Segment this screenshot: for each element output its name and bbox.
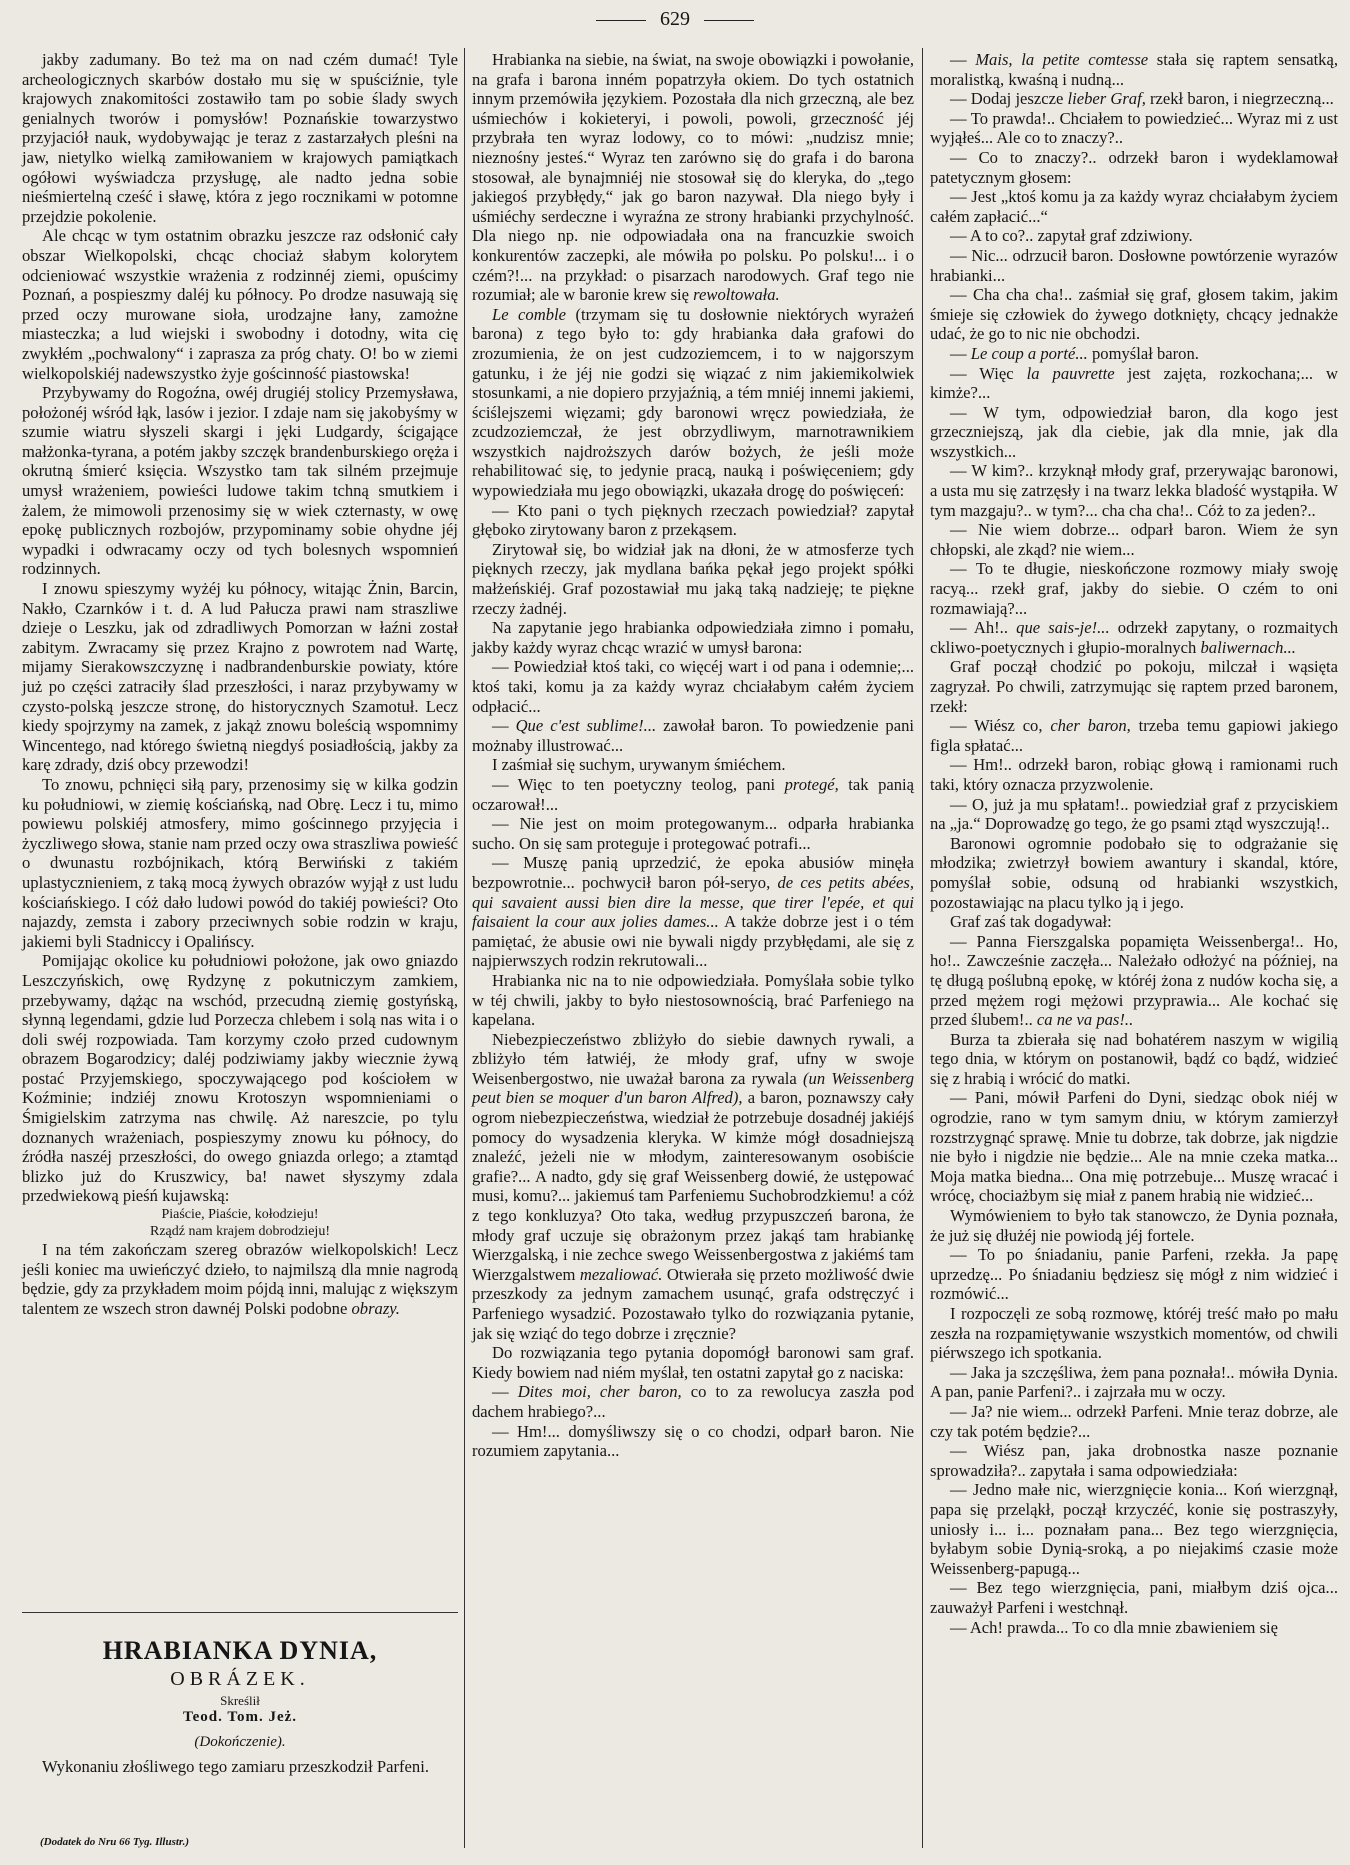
italic-phrase: cher baron,: [1050, 716, 1131, 736]
paragraph: — Que c'est sublime!... zawołał baron. To powiedzenie pani możnaby illustrować...: [472, 716, 914, 755]
paragraph: — To po śniadaniu, panie Parfeni, rzekła. Ja papę uprzedzę... Po śniadaniu będziesz się mógł z nim widzieć i rozmówić...: [930, 1245, 1338, 1304]
paragraph: jakby zadumany. Bo też ma on nad czém dumać! Tyle archeologicznych skarbów dostało mu się w spuściźnie, tyle krajowych znakomitości zostawiło tam po sobie ślady swych genialnych tworów i pomysłów! Poznańskie towarzystwo przyjaciół nauk, wydobywając je teraz z zastarzałych pleśni na jaw, nietylko wielką zamiłowaniem w krajowych pamiątkach ogółowi wyświadcza przysługę, ale nadto jedna sobie nieśmiertelną cześć i sławę, która z jego rocznikami w potomne przejdzie pokolenie.: [22, 50, 458, 226]
paragraph: Na zapytanie jego hrabianka odpowiedziała zimno i pomału, jakby każdy wyraz chcąc wrazić w umysł barona:: [472, 618, 914, 657]
story-first-paragraph: Wykonaniu złośliwego tego zamiaru przeszkodził Parfeni.: [42, 1757, 429, 1776]
italic-phrase: baliwernach...: [1200, 637, 1296, 657]
paragraph: — Pani, mówił Parfeni do Dyni, siedząc obok niéj w ogrodzie, rano w tym samym dniu, w którym zamierzył rozstrzygnąć sprawę. Mnie tu dobrze, tak dobrze, jak nigdzie nie było i nigdzie nie będzie... Ale na mnie czeka matka... Moja matka biedna... Ona mię potrzebuje... Muszę wracać i wrócę, chociażbym się miał z panem hrabią nie widzieć...: [930, 1088, 1338, 1206]
paragraph: — Nie jest on moim protegowanym... odparła hrabianka sucho. On się sam proteguje i protegować potrafi...: [472, 814, 914, 853]
paragraph: Wymówieniem to było tak stanowczo, że Dynia poznała, że już się dłużéj nie powiodą jéj fortele.: [930, 1206, 1338, 1245]
paragraph: — O, już ja mu spłatam!.. powiedział graf z przyciskiem na „ja.“ Doprowadzę go tego, że go psami ztąd wyszczują!..: [930, 794, 1338, 834]
paragraph: — Dites moi, cher baron, co to za rewolucya zaszła pod dachem hrabiego?...: [472, 1382, 914, 1421]
paragraph: — Jest „ktoś komu ja za każdy wyraz chciałabym życiem całém zapłacić...“: [930, 187, 1338, 226]
story-subtitle: OBRÁZEK.: [170, 1668, 310, 1690]
paragraph: — Cha cha cha!.. zaśmiał się graf, głosem takim, jakim śmieje się człowiek do żywego dotknięty, chcący jednakże udać, że go to nic nie obchodzi.: [930, 285, 1338, 344]
italic-phrase: lieber Graf,: [1067, 89, 1146, 109]
italic-phrase: Que c'est sublime!...: [515, 716, 657, 736]
italic-phrase: de ces petits abées, qui savaient aussi bien dire la messe, que tirer l'epée, et qui faisaient la cour aux jolies dames...: [472, 872, 914, 932]
column-rule: [922, 48, 923, 1848]
italic-phrase: Le coup a porté...: [970, 343, 1088, 363]
column-1-closing: [22, 1240, 458, 1318]
paragraph: — Jaka ja szczęśliwa, żem pana poznała!.. mówiła Dynia. A pan, panie Parfeni?.. i zajrzała mu w oczy.: [930, 1362, 1338, 1402]
story-continuation: (Dokończenie).: [194, 1734, 286, 1750]
paragraph: I zaśmiał się suchym, urywanym śmiéchem.: [492, 755, 786, 775]
page-number-header: [0, 8, 1350, 31]
paragraph: — To te długie, nieskończone rozmowy miały swoję racyą... rzekł graf, jakby do siebie. O czém to oni rozmawiają?...: [930, 559, 1338, 618]
section-divider: [22, 1612, 458, 1613]
paragraph: — Co to znaczy?.. odrzekł baron i wydeklamował patetycznym głosem:: [930, 147, 1338, 187]
paragraph: Hrabianka na siebie, na świat, na swoje obowiązki i powołanie, na grafa i barona inném popatrzyła okiem. Do tych ostatnich innym przemówiła językiem. Pozostała dla nich grzeczną, ale bez uśmiechów i kokieteryi, i powoli, powoli, grzeczność jéj przybrała ten wyraz lodowy, co to mówi: „nudzisz mnie; nieznośny jesteś.“ Wyraz ten zarówno się do grafa i do barona stosował, ale bynajmniéj nie stosował się do kleryka, do „tego jakiegoś przybłędy,“ jak go baron nazywał. Dla niego były i uśmiéchy serdeczne i wyraźna ze strony hrabianki przychylność. Dla niego np. nie odpowiadała ona na francuzkie swoich konkurentów zaczepki, ale mówiła po polsku. Po polsku!... i o czém?!... na przykład: o pisarzach narodowych. Graf tego nie rozumiał; ale w baronie krew się rewoltowała.: [472, 50, 914, 305]
italic-phrase: rewoltowała.: [693, 285, 780, 305]
paragraph: Zirytował się, bo widział jak na dłoni, że w atmosferze tych pięknych rzeczy, jak mydlana bańka pękał jego projekt spółki małżeńskiéj. Graf pozostawiał mu jaką taką nadzieję; te piękne rzeczy żadnéj.: [472, 539, 914, 618]
paragraph: — Więc to ten poetyczny teolog, pani protegé, tak panią oczarował!...: [472, 774, 915, 814]
column-2: [472, 50, 914, 1461]
paragraph: Burza ta zbierała się nad bohatérem naszym w wigilią tego dnia, w którym on postanowił, bądź co bądź, widzieć się z hrabią i wrócić do matki.: [930, 1029, 1338, 1088]
story-heading: [22, 1636, 458, 1777]
italic-phrase: que sais-je!...: [1016, 618, 1110, 638]
story-byline: Skreślił: [220, 1693, 260, 1708]
story-author: Teod. Tom. Jeż.: [182, 1709, 298, 1725]
paragraph: Graf zaś tak dogadywał:: [950, 912, 1112, 932]
column-rule: [464, 48, 465, 1848]
paragraph: Ale chcąc w tym ostatnim obrazku jeszcze raz odsłonić cały obszar Wielkopolski, chcąc chociaż słabym kolorytem odcieniować wszystkie wrażenia z rodzinnéj ziemi, opuścimy Poznań, a pospieszmy daléj ku północy. Po drodze nasuwają się przed oczy murowane sioła, urodzajne łany, zamożne miasteczka; a lud wiejski i swobodny i dotodny, wita cię zwykłém „pochwalony“ i zaprasza za próg chaty. O! bo w ziemi wielkopolskiéj nadewszystko żyje gościnność piastowska!: [22, 226, 458, 383]
page-number: 629: [660, 8, 690, 30]
paragraph: — Le coup a porté... pomyślał baron.: [950, 343, 1199, 363]
paragraph: — Muszę panią uprzedzić, że epoka abusiów minęła bezpowrotnie... pochwycił baron pół-seryo, de ces petits abées, qui savaient aussi bien dire la messe, que tirer l'epée, et qui faisaient la cour aux jolies dames... A także dobrze jest i o tém pamiętać, że abusie owi nie bywali nigdy przybłędami, ale się z najpierwszych rodzin rekrutowali...: [472, 853, 914, 971]
verse-line: Rządź nam krajem dobrodzieju!: [150, 1224, 330, 1240]
paragraph: Graf począł chodzić po pokoju, milczał i wąsięta zagryzał. Po chwili, zatrzymując się raptem przed baronem, rzekł:: [930, 657, 1338, 716]
column-1-body: [22, 50, 458, 1206]
paragraph: — Hm!... domyśliwszy się o co chodzi, odparł baron. Nie rozumiem zapytania...: [472, 1421, 914, 1461]
story-title: HRABIANKA DYNIA,: [102, 1636, 378, 1665]
paragraph: — A to co?.. zapytał graf zdziwiony.: [950, 226, 1193, 246]
paragraph: Pomijając okolice ku południowi położone, jak owo gniazdo Leszczyńskich, owę Rydzynę z pokutniczym zamkiem, przebywamy, dążąc na wschód, przecudną ziemię gostyńską, słynną legendami, gdzie lud Porzecza chlebem i solą nas wita i o doli swéj rozpowiada. Tam korzymy czoło przed cudownym obrazem Bogarodzicy; daléj podziwiamy jakby wiecznie żywą postać Przyjemskiego, spoczywającego pod kościołem w Koźminie; indziéj znowu Krotoszyn wspomnieniami o Śmigielskim zatrzyma nas chwilę. Aż nareszcie, po tylu doznanych wrażeniach, pospieszymy znowu ku północy, do źródła naszéj przeszłości, do owego gniazda orlego; a ztamtąd blizko już do Kruszwicy, ba! nawet słyszymy zdala przedwiekową pieśń kujawską:: [22, 951, 458, 1206]
paragraph: — Nie wiem dobrze... odparł baron. Wiem że syn chłopski, ale zkąd? nie wiem...: [930, 520, 1338, 559]
paragraph: Do rozwiązania tego pytania dopomógł baronowi sam graf. Kiedy bowiem nad niém myślał, ten ostatni zapytał go z naciska:: [472, 1343, 914, 1382]
header-rule-right: [704, 20, 754, 21]
italic-phrase: obrazy.: [351, 1298, 400, 1318]
column-1: [22, 50, 458, 1318]
column-3: [930, 50, 1338, 1637]
italic-phrase: Le comble: [492, 304, 566, 324]
paragraph: Niebezpieczeństwo zbliżyło do siebie dawnych rywali, a zbliżyło tém łatwiéj, że młody graf, ufny w swoje Weisenbergostwo, nie uważał barona za rywala (un Weissenberg peut bien se moquer d'un baron Alfred), a baron, poznawszy cały ogrom niebezpieczeństwa, wiedział że potrzebuje dosadnéj jakiéjś pomocy do wysadzenia kleryka. W kimże mógł dosadniejszą znaleźć, jeżeli nie w młodym, zainteresowanym osobiście grafie?... A nadto, gdy się graf Weissenberg dowié, że ustępować musi, komu?... jakiemuś tam Parfeniemu Suchobrodzkiemu! a cóż z tego konkluzya? Oto taka, według przypuszczeń barona, że młody graf uczuje się obrażonym przez jakąś tam hrabiankę Wierzgalską, i nie zechce swego Weissenbergostwa z jakiémś tam Wierzgalstwem mezaliować. Otwierała się przeto możliwość dwie przeszkody za jednym zamachem usunąć, grafa odstręczyć i Parfeniego wysadzić. Pozostawało tylko do rozwiązania pytanie, jak się wziąć do tego dobrze i zręcznie?: [472, 1029, 914, 1343]
paragraph: — Wiész pan, jaka drobnostka nasze poznanie sprowadziła?.. zapytała i sama odpowiedziała:: [930, 1441, 1338, 1480]
paragraph: — Mais, la petite comtesse stała się raptem sensatką, moralistką, kwaśną i nudną...: [930, 50, 1338, 89]
paragraph: — Nic... odrzucił baron. Dosłowne powtórzenie wyrazów hrabianki...: [930, 245, 1338, 285]
paragraph: Przybywamy do Rogoźna, owéj drugiéj stolicy Przemysława, położonéj wśród łąk, lasów i jezior. I zdaje nam się jakobyśmy w szumie wiatru słyszeli skargi i jęki Ludgardy, ścigające małżonka-tyrana, a potém jakby szczęk brandenburskiego oręża i okrutną śmierć księcia. Wszystko tam tak silném przejmuje umysł wrażeniem, powieści ludowe takim tchną smutkiem i żalem, że mimowoli przenosimy się w wiek czternasty, w owę epokę publicznych rozbojów, przypominamy sobie ohydne jéj wypadki i odwracamy oczy od tych bolesnych wspomnień rodzinnych.: [22, 383, 458, 579]
paragraph: Le comble (trzymam się tu dosłownie niektórych wyrażeń barona) z tego było to: gdy hrabianka dała grafowi do zrozumienia, że on jest cudzoziemcem, i to w najgorszym gatunku, i że jéj nie godzi się wiązać z nim jakiemikolwiek stosunkami, a nie dopiero przyjaźnią, a tém mniéj innemi jakiemi, ściślejszemi więzami; gdy baronowi wręcz powiedziała, że zcudzoziemczał, że jest obrzydliwym, marnotrawnikiem wszystkich najdroższych darów bożych, że jeśli może rehabilitować się, to jedynie pracą, nauką i poświęceniem; gdy wypowiedziała mu jego obowiązki, ukazała drogę do poświęceń:: [472, 304, 914, 501]
paragraph: I na tém zakończam szereg obrazów wielkopolskich! Lecz jeśli koniec ma uwieńczyć dzieło, to najmilszą dla mnie nagrodą będzie, gdy za przykładem moim pójdą inni, malując z większym talentem ze wszech stron dawnéj Polski podobne obrazy.: [22, 1240, 458, 1318]
italic-phrase: (un Weissenberg peut bien se moquer d'un baron Alfred),: [472, 1068, 914, 1108]
paragraph: I rozpoczęli ze sobą rozmowę, któréj treść mało po mału zeszła na rozpamiętywanie wszystkich momentów, od chwili piérwszego ich spotkania.: [930, 1304, 1338, 1363]
paragraph: — Powiedział ktoś taki, co więcéj wart i od pana i odemnie;... ktoś taki, komu ja za każdy wyraz chciałabym całém życiem odpłacić...: [472, 657, 914, 716]
paragraph: Hrabianka nic na to nie odpowiedziała. Pomyślała sobie tylko w téj chwili, jakby to było niestosownością, brać Parfeniego na kapelana.: [472, 970, 914, 1030]
column-3-body: [930, 50, 1338, 1637]
paragraph: — Dodaj jeszcze lieber Graf, rzekł baron, i niegrzeczną...: [950, 89, 1334, 109]
paragraph: — Kto pani o tych pięknych rzeczach powiedział? zapytał głęboko zirytowany baron z przekąsem.: [472, 500, 914, 540]
italic-phrase: la pauvrette: [1026, 363, 1115, 383]
italic-phrase: protegé,: [784, 774, 839, 794]
paragraph: — Ach! prawda... To co dla mnie zbawieniem się: [950, 1617, 1279, 1637]
paragraph: — Jedno małe nic, wierzgnięcie konia... Koń wierzgnął, papa się przeląkł, począł krzyczéć, konie się postraszyły, uniosły i... i... poznałam pana... Bez tego wierzgnięcia, byłabym sobie Dynią-sroką, a po niejakimś czasie może Weissenberg-papugą...: [930, 1480, 1338, 1578]
paragraph: — W kim?.. krzyknął młody graf, przerywając baronowi, a usta mu się zatrzęsły i na twarz lekka bladość wystąpiła. W tym mazgaju?.. w tym?... cha cha cha!.. Cóż to za jeden?..: [930, 461, 1338, 520]
paragraph: — Ah!.. que sais-je!... odrzekł zapytany, o rozmaitych ckliwo-poetycznych i głupio-moralnych baliwernach...: [930, 618, 1339, 657]
footer-note: (Dodatek do Nru 66 Tyg. Illustr.): [40, 1836, 190, 1848]
paragraph: — Hm!.. odrzekł baron, robiąc głową i ramionami ruch taki, który oznacza przyzwolenie.: [930, 755, 1338, 794]
column-2-body: [472, 50, 914, 1461]
paragraph: To znowu, pchnięci siłą pary, przenosimy się w kilka godzin ku południowi, w ziemię kościańską, nad Obrę. Lecz i tu, mimo powiewu polskiéj atmosfery, mimo gościnnego przyjęcia i życzliwego słowa, stanie nam przed oczy owa straszliwa powieść o dwunastu rozbójnikach, którą Berwiński z takiém uplastycznieniem, z taką mocą żywych obrazów wyjął z ust ludu kościańskiego. I cóż dało ludowi powód do takiéj powieści? Oto najazdy, zemsta i zabory przeciwnych sobie rodzin w kraju, jakiemi byli Stadniccy i Opalińscy.: [22, 774, 458, 951]
italic-phrase: Dites moi, cher baron,: [517, 1382, 682, 1402]
verse-line: Piaście, Piaście, kołodzieju!: [161, 1207, 319, 1223]
paragraph: — Panna Fierszgalska popamięta Weissenberga!.. Ho, ho!.. Zawcześnie zaczęła... Należało odłożyć na później, na tę długą poślubną epokę, w któréj żona z nudów kocha się, a przed mężem rogi mężowi przyprawia... Ale kochać się przed ślubem!.. ca ne va pas!..: [930, 931, 1338, 1030]
paragraph: — Więc la pauvrette jest zajęta, rozkochana;... w kimże?...: [930, 363, 1338, 403]
paragraph: — Wiész co, cher baron, trzeba temu gapiowi jakiego figla spłatać...: [930, 716, 1338, 755]
italic-phrase: Mais, la petite comtesse: [975, 50, 1149, 69]
paragraph: I znowu spieszymy wyżéj ku północy, witając Żnin, Barcin, Nakło, Czarnków i t. d. A lud Pałucza prawi nam straszliwe dzieje o Leszku, jak od zdradliwych Pomorzan w łaźni został zabitym. Zwracamy się przez Krajno z powrotem nad Wartę, mijamy Sierakowszczyznę i nadbrandenburskie powiaty, które już po części zatraciły ślad przeszłości, i naraz przybywamy w czysto-polską jeszcze stronę, do historycznych Szamotuł. Lecz kiedy spojrzymy na zamek, z jakąż znowu boleścią wspomnimy Wincentego, nad którego świetną niegdyś posiadłością, jakby za karę zdrady, dziś obcy przewodzi!: [22, 579, 458, 775]
paragraph: — W tym, odpowiedział baron, dla kogo jest grzeczniejszą, jak dla ciebie, jak dla mnie, jak dla wszystkich...: [930, 402, 1338, 461]
paragraph: Baronowi ogromnie podobało się to odgrażanie się młodzika; zwietrzył bowiem awantury i skandal, które, pomyślał sobie, odsuną od hrabianki wszystkich, pozostawiając na placu tylko ją i jego.: [930, 833, 1338, 912]
header-rule-left: [596, 20, 646, 21]
paragraph: — Ja? nie wiem... odrzekł Parfeni. Mnie teraz dobrze, ale czy tak potém będzie?...: [930, 1401, 1338, 1441]
paragraph: — Bez tego wierzgnięcia, pani, miałbym dziś ojca... zauważył Parfeni i westchnął.: [930, 1578, 1338, 1617]
italic-phrase: mezaliować.: [579, 1264, 663, 1284]
italic-phrase: ca ne va pas!..: [1036, 1010, 1134, 1030]
paragraph: — To prawda!.. Chciałem to powiedzieć... Wyraz mi z ust wyjąłeś... Ale co to znaczy?..: [930, 108, 1338, 148]
